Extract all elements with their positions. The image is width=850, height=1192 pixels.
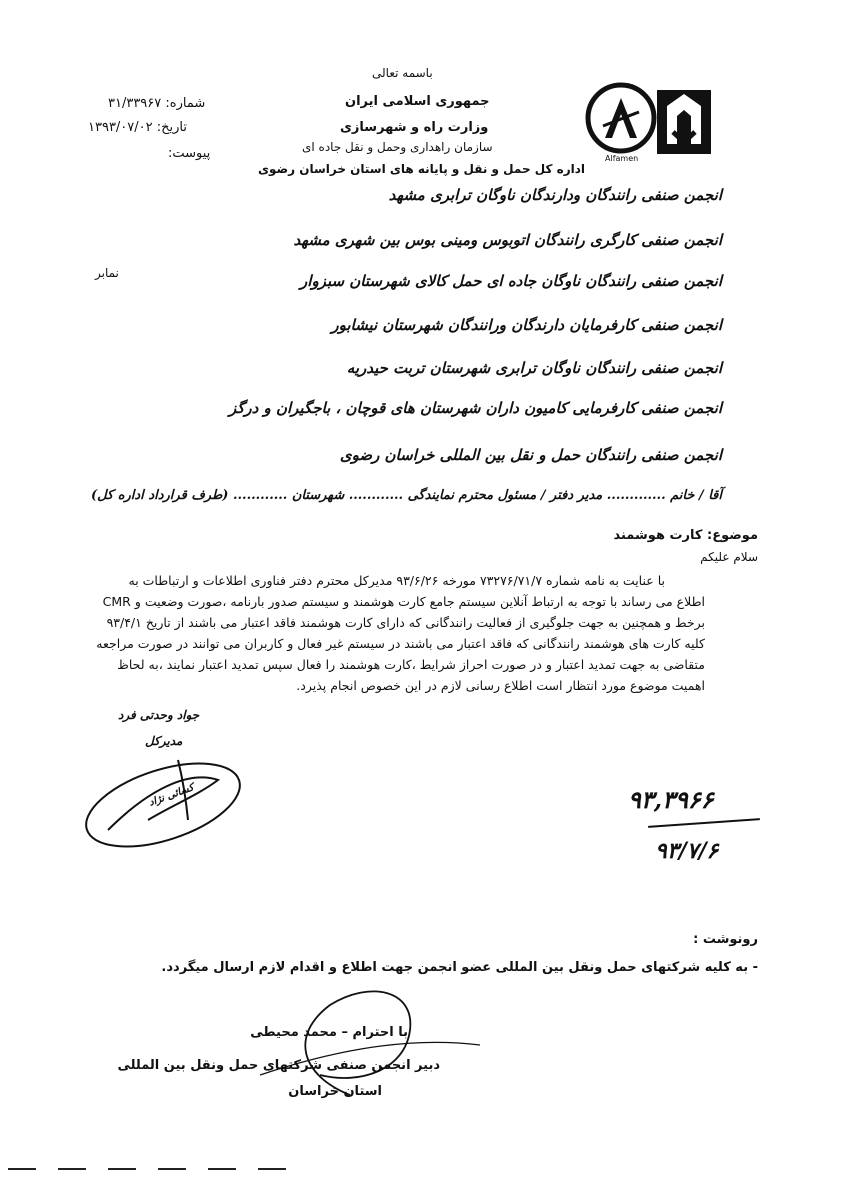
directorate-title: اداره کل حمل و نقل و پایانه های استان خراسان رضوی — [258, 162, 586, 176]
recipient-2: انجمن صنفی کارگری رانندگان اتوبوس ومینی بوس بین شهری مشهد — [293, 231, 722, 249]
footer-dash — [8, 1168, 36, 1170]
rmto-logo-icon — [653, 86, 715, 158]
date-row — [88, 120, 187, 135]
body-line: برخط و همچنین به جهت جلوگیری از فعالیت رانندگانی که دارای کارت هوشمند فاقد اعتبار می باشند از تاریخ ۹۳/۴/۱ — [106, 615, 705, 630]
initial-mark: کسائی نژاد — [147, 782, 196, 809]
date-label: تاریخ: — [156, 120, 188, 135]
registration-date: ۹۳/۷/۶ — [655, 838, 719, 864]
organization-title: سازمان راهداری وحمل و نقل جاده ای — [302, 140, 493, 154]
footer-dash — [108, 1168, 136, 1170]
recipient-6: انجمن صنفی کارفرمایی کامیون داران شهرستان های قوچان ، باجگیران و درگز — [228, 399, 722, 417]
registration-number: ۹۳,۳۹۶۶ — [628, 785, 714, 814]
footer-dash — [158, 1168, 186, 1170]
addressee-line: آقا / خانم ............. مدیر دفتر / مسئول محترم نمایندگی ............ شهرستان ............ (طرف قرارداد اداره کل) — [90, 488, 722, 503]
alfamen-logo-icon — [585, 82, 657, 160]
body-line: کلیه کارت های هوشمند رانندگانی که فاقد اعتبار می باشند در سیستم غیر فعال و کاربران می توانند در صورت مراجعه — [96, 636, 705, 651]
subject: موضوع: کارت هوشمند — [613, 528, 758, 543]
logo-caption: Alfamen — [605, 154, 639, 163]
greeting: سلام علیکم — [700, 550, 758, 564]
cc-respect: با احترام – محمد محیطی — [250, 1025, 408, 1040]
registration-underline — [648, 818, 760, 828]
cc-line: - به کلیه شرکتهای حمل ونقل بین المللی عضو انجمن جهت اطلاع و اقدام لازم ارسال میگردد. — [161, 960, 758, 975]
signatory-name: جواد وحدتی فرد — [118, 708, 200, 722]
recipient-7: انجمن صنفی رانندگان حمل و نقل بین المللی خراسان رضوی — [339, 446, 722, 464]
footer-dash — [208, 1168, 236, 1170]
signature-icon — [78, 750, 248, 860]
attachment-label: پیوست: — [168, 146, 211, 161]
recipient-4: انجمن صنفی کارفرمایان دارندگان ورانندگان شهرستان نیشابور — [331, 316, 722, 334]
body-line: متقاضی به جهت تمدید اعتبار و در صورت احراز شرایط ،کارت هوشمند را فعال سپس تمدید اعتبار نمایند ،به لحاظ — [117, 657, 705, 672]
date-value: ۱۳۹۳/۰۷/۰۲ — [88, 120, 153, 135]
cc-org-line1: دبیر انجمن صنفی شرکتهای حمل ونقل بین المللی — [117, 1058, 440, 1073]
footer-dash — [258, 1168, 286, 1170]
body-line: اهمیت موضوع مورد انتظار است اطلاع رسانی لازم در این خصوص انجام پذیرد. — [296, 678, 705, 693]
cc-org-line2: استان خراسان — [288, 1084, 382, 1099]
logo-block — [585, 82, 715, 164]
republic-title: جمهوری اسلامی ایران — [345, 94, 490, 109]
basmala: باسمه تعالی — [372, 66, 433, 80]
signatory-title: مدیرکل — [145, 734, 183, 748]
footer-dash — [58, 1168, 86, 1170]
recipient-3: انجمن صنفی رانندگان ناوگان جاده ای حمل کالای شهرستان سبزوار — [300, 272, 722, 290]
body-line: اطلاع می رساند با توجه به ارتباط آنلاین سیستم جامع کارت هوشمند و سیستم صدور بارنامه ،صورت وضعیت و CMR — [102, 594, 705, 609]
recipient-5: انجمن صنفی رانندگان ناوگان ترابری شهرستان تربت حیدریه — [346, 359, 722, 377]
body-line: با عنایت به نامه شماره ۷۳۲۷۶/۷۱/۷ مورخه ۹۳/۶/۲۶ مدیرکل محترم دفتر فناوری اطلاعات و ارتباطات به — [128, 573, 665, 588]
number-value: ۳۱/۳۳۹۶۷ — [108, 96, 162, 111]
number-label: شماره: — [165, 96, 206, 111]
ministry-title: وزارت راه و شهرسازی — [340, 120, 489, 135]
letter-body — [95, 570, 705, 696]
fax-label: نمابر — [95, 266, 119, 280]
number-row — [108, 96, 205, 111]
recipient-1: انجمن صنفی رانندگان ودارندگان ناوگان ترابری مشهد — [388, 186, 722, 204]
cc-label: رونوشت : — [693, 932, 758, 947]
cc-signature-icon — [200, 975, 520, 1115]
